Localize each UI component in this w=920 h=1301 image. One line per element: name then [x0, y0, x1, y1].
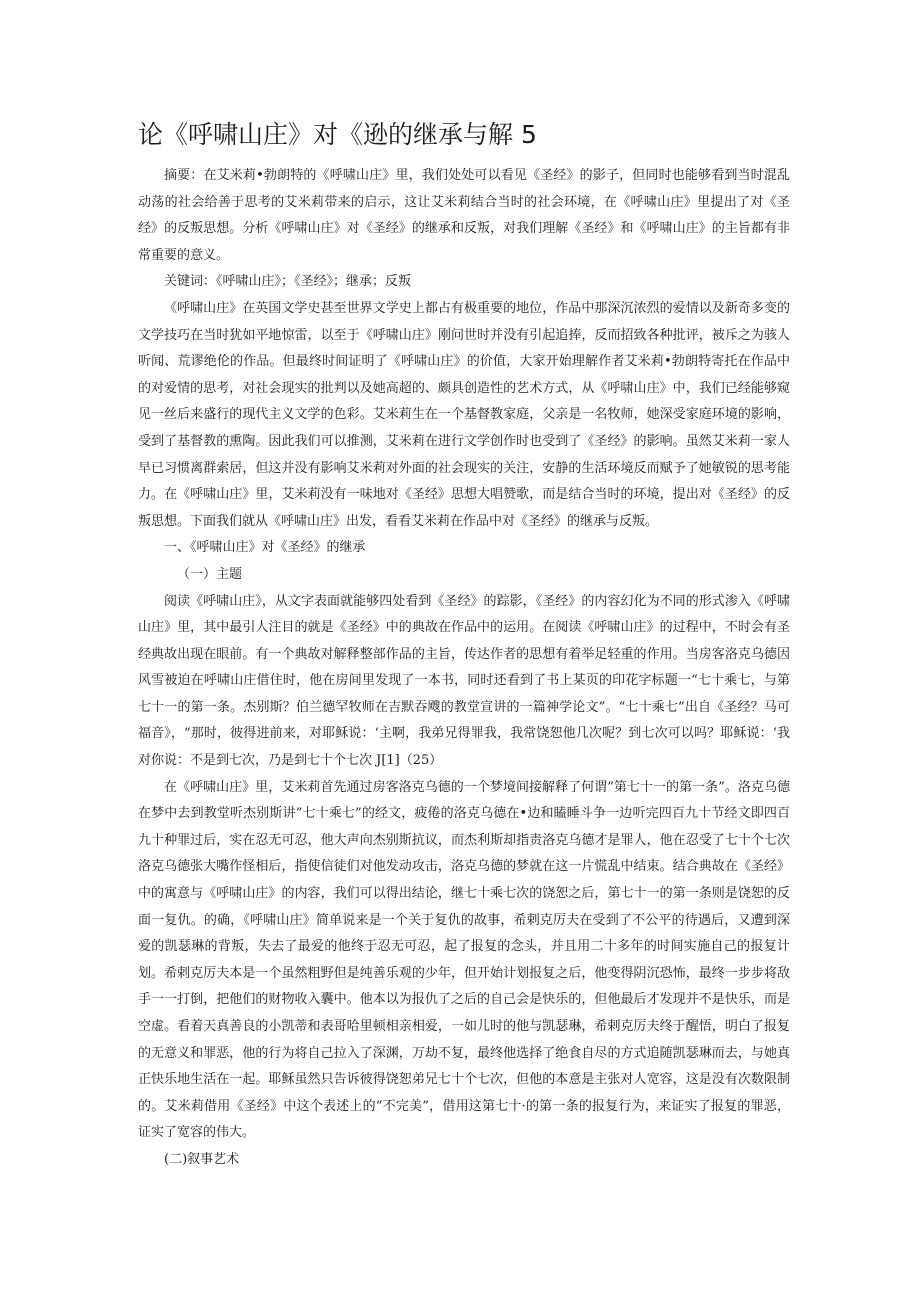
abstract-paragraph: 摘要：在艾米莉•勃朗特的《呼啸山庄》里，我们处处可以看见《圣经》的影子，但同时也能够看到当时混乱动荡的社会给善于思考的艾米莉带来的启示，这让艾米莉结合当时的社会环境，在《呼啸山庄》里提出了对《圣经》的反叛思想。分析《呼啸山庄》对《圣经》的继承和反叛，对我们理解《圣经》和《呼啸山庄》的主旨都有非常重要的意义。	[138, 168, 790, 263]
section-heading-1: 一、《呼啸山庄》对《圣经》的继承	[164, 540, 366, 556]
subsection-heading-narrative: (二)叙事艺术	[164, 1151, 240, 1167]
body-paragraph-1: 阅读《呼啸山庄》，从文字表面就能够四处看到《圣经》的踪影，《圣经》的内容幻化为不同的形式渗入《呼啸山庄》里，其中最引人注目的就是《圣经》中的典故在作品中的运用。在阅读《呼啸山庄》的过程中，不时会有圣经典故出现在眼前。有一个典故对解释整部作品的主旨，传达作者的思想有着举足轻重的作用。当房客洛克乌德因风雪被迫在呼啸山庄借住时，他在房间里发现了一本书，同时还看到了书上某页的印花字标题一“七十乘七，与第七十一的第一条。杰别斯？伯兰德罕牧师在吉默吞飕的教堂宣讲的一篇神学论文”。“七十乘七”出自《圣经？马可福音》，“那时，彼得进前来，对耶稣说：‘主啊，我弟兄得罪我，我常饶恕他几次呢？到七次可以吗？耶稣说：‘我对你说：不是到七次，乃是到七十个七次 J[1]（25）	[138, 593, 790, 769]
subsection-heading-theme: （一）主题	[177, 566, 243, 582]
body-paragraph-2: 在《呼啸山庄》里，艾米莉首先通过房客洛克乌德的一个梦境间接解释了何谓”第七十一的第一条”。洛克乌德在梦中去到教堂听杰别斯讲”七十乘七”的经文，疲倦的洛克乌德在•边和瞌睡斗争一边听完四百九十节经文即四百九十种罪过后，实在忍无可忍，他大声向杰别斯抗议，而杰利斯却指责洛克乌德才是罪人，他在忍受了七十个七次洛克乌德张大嘴作怪相后，指使信徒们对他发动攻击，洛克乌德的梦就在这一片慌乱中结束。结合典故在《圣经》中的寓意与《呼啸山庄》的内容，我们可以得出结论，继七十乘七次的饶恕之后，第七十一的第一条则是饶恕的反面一复仇。的确，《呼啸山庄》简单说来是一个关于复仇的故事，希剌克厉夫在受到了不公平的待遇后，又遭到深爱的凯瑟琳的背叛，失去了最爱的他终于忍无可忍，起了报复的念头，并且用二十多年的时间实施自己的报复计划。希剌克厉夫本是一个虽然粗野但是纯善乐观的少年，但开始计划报复之后，他变得阴沉恐怖，最终一步步将敌手一一打倒，把他们的财物收入囊中。他本以为报仇了之后的自己会是快乐的，但他最后才发现并不是快乐，而是空虚。看着天真善良的小凯蒂和表哥哈里顿相亲相爱，一如儿时的他与凯瑟琳，希剌克厉夫终于醒悟，明白了报复的无意义和罪恶，他的行为将自己拉入了深渊，万劫不复，最终他选择了绝食自尽的方式追随凯瑟琳而去，与她真正快乐地生活在一起。耶稣虽然只告诉彼得饶恕弟兄七十个七次，但他的本意是主张对人宽容，这是没有次数限制的。艾米莉借用《圣经》中这个表述上的“不完美”，借用这第七十·的第一条的报复行为，来证实了报复的罪恶，证实了宽容的伟大。	[138, 779, 790, 1141]
document-body	[138, 163, 790, 1174]
intro-paragraph: 《呼啸山庄》在英国文学史甚至世界文学史上都占有极重要的地位，作品中那深沉浓烈的爱情以及新奇多变的文学技巧在当时犹如平地惊雷，以至于《呼啸山庄》刚问世时并没有引起追捧，反而招致各种批评，被斥之为骇人听闻、荒谬绝伦的作品。但最终时间证明了《呼啸山庄》的价值，大家开始理解作者艾米莉•勃朗特寄托在作品中的对爱情的思考，对社会现实的批判以及她高超的、颇具创造性的艺术方式，从《呼啸山庄》中，我们已经能够窥见一丝后来盛行的现代主义文学的色彩。艾米莉生在一个基督教家庭，父亲是一名牧师，她深受家庭环境的影响，受到了基督教的熏陶。因此我们可以推测，艾米莉在进行文学创作时也受到了《圣经》的影响。虽然艾米莉一家人早已习惯离群索居，但这并没有影响艾米莉对外面的社会现实的关注，安静的生活环境反而赋予了她敏锐的思考能力。在《呼啸山庄》里，艾米莉没有一味地对《圣经》思想大唱赞歌，而是结合当时的环境，提出对《圣经》的反叛思想。下面我们就从《呼啸山庄》出发，看看艾米莉在作品中对《圣经》的继承与反叛。	[138, 300, 790, 529]
page-title: 论《呼啸山庄》对《逊的继承与解 5	[138, 120, 537, 149]
keywords-line: 关键词：《呼啸山庄》；《圣经》；继承；反叛	[164, 274, 412, 290]
